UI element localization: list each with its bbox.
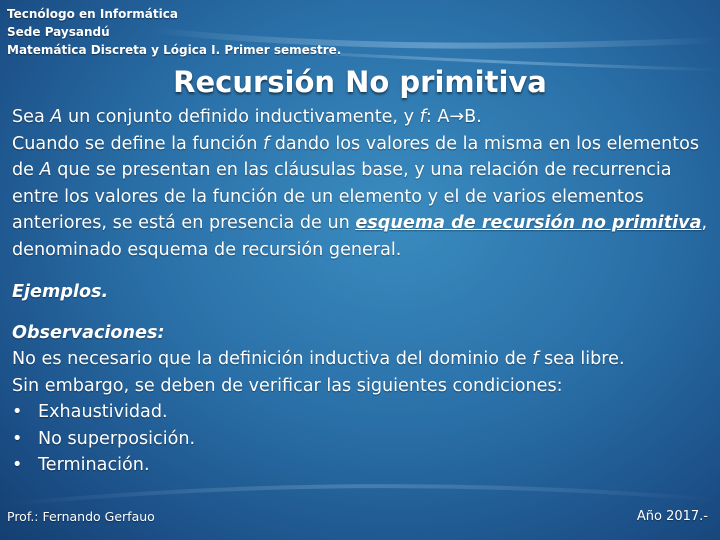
footer-author: Prof.: Fernando Gerfauo [7,509,155,524]
examples-heading: Ejemplos. [12,282,109,302]
list-item: • Terminación. [12,452,712,479]
slide-content [12,104,712,479]
bullet-icon: • [12,428,23,449]
list-item: • No superposición. [12,426,712,453]
header-course: Matemática Discreta y Lógica I. Primer semestre. [7,43,342,57]
observation-line-1: No es necesario que la definición inductiva del dominio de f sea libre. [12,349,625,369]
bullet-icon: • [12,455,23,475]
observation-line-2: Sin embargo, se deben de verificar las siguientes condiciones: [12,375,563,396]
slide-title: Recursión No primitiva [173,65,547,99]
highlighted-term: esquema de recursión no primitiva [355,213,702,233]
header-campus: Sede Paysandú [7,25,110,39]
bullet-icon: • [12,402,23,422]
header-program: Tecnólogo en Informática [7,7,178,21]
intro-paragraph: Cuando se define la función f dando los valores de la misma en los elementos de A que se presentan en las cláusulas base, y una relación de recurrencia entre los valores de la función de un elemento y el de varios elementos anteriores, se está en presencia de un esquema de recursión no primitiva, denominado esquema de recursión general. [12,133,708,260]
intro-definition-line: Sea A un conjunto definido inductivamente, y f: A→B. [12,107,482,127]
list-item: • Exhaustividad. [12,399,712,426]
conditions-list [12,399,712,479]
observations-heading: Observaciones: [12,322,165,343]
footer-year: Año 2017.- [636,509,708,524]
course-header [7,5,341,59]
